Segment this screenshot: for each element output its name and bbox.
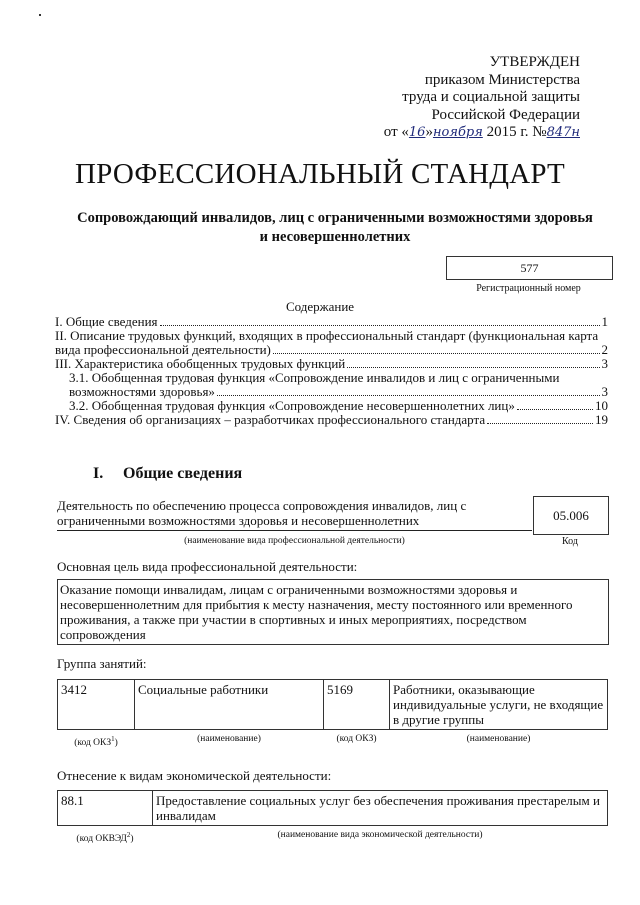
- toc-item[interactable]: [55, 357, 608, 371]
- approval-line-3: труда и социальной защиты: [402, 89, 580, 105]
- date-mid: »: [425, 124, 433, 140]
- registration-number-box: 577: [446, 256, 613, 280]
- okved-code: 88.1: [58, 791, 153, 826]
- approval-line-2: приказом Министерства: [424, 71, 580, 88]
- toc-item-text: возможностями здоровья»: [69, 384, 215, 399]
- activity-line-2: ограниченными возможностями здоровья и несовершеннолетних: [57, 513, 420, 528]
- activity-name: [57, 498, 497, 528]
- table-row: [58, 791, 608, 826]
- table-of-contents: [55, 315, 608, 427]
- caption-name-2: (наименование): [466, 734, 531, 744]
- order-number: 847н: [546, 125, 580, 140]
- toc-item-text: IV. Сведения об организациях – разработчиках профессионального стандарта: [55, 412, 486, 427]
- toc-item[interactable]: [55, 329, 608, 357]
- caption-okved-code: (код ОКВЭД$^2$): [76, 831, 134, 845]
- date-year: 2015 г. №: [486, 124, 547, 140]
- okz-code-1: 3412: [58, 680, 135, 730]
- toc-item-page: 19: [595, 412, 608, 427]
- toc-item-page: 3: [601, 384, 608, 399]
- toc-item-text: 3.2. Обобщенная трудовая функция «Сопровождение несовершеннолетних лиц»: [69, 398, 515, 413]
- toc-item[interactable]: [55, 413, 608, 427]
- toc-item-page: 2: [601, 342, 608, 357]
- caption-okz-code-2: (код ОКЗ): [336, 734, 377, 744]
- toc-item-text: 3.1. Обобщенная трудовая функция «Сопровождение инвалидов и лиц с ограниченными: [69, 370, 560, 385]
- page-title: ПРОФЕССИОНАЛЬНЫЙ СТАНДАРТ: [75, 158, 565, 190]
- date-month: ноября: [432, 125, 483, 140]
- activity-caption: (наименование вида профессиональной деятельности): [184, 536, 405, 546]
- caption-okved-name: (наименование вида экономической деятельности): [277, 830, 483, 840]
- code-caption: Код: [562, 536, 578, 547]
- approval-line-4: Российской Федерации: [431, 106, 580, 123]
- okved-name: Предоставление социальных услуг без обеспечения проживания престарелым и инвалидам: [153, 791, 608, 826]
- approval-line-1: УТВЕРЖДЕН: [489, 54, 580, 70]
- toc-item-page: 1: [601, 314, 608, 329]
- subtitle-line-1: Сопровождающий инвалидов, лиц с ограниченными возможностями здоровья: [77, 210, 593, 226]
- toc-item[interactable]: [55, 399, 608, 413]
- occupation-group-table: [57, 679, 608, 753]
- toc-item[interactable]: [55, 315, 608, 329]
- toc-item[interactable]: [55, 371, 608, 399]
- section-name: Общие сведения: [123, 465, 243, 482]
- okz-name-1: Социальные работники: [135, 680, 324, 730]
- date-day: 16: [408, 125, 426, 140]
- okz-code-2: 5169: [324, 680, 390, 730]
- caption-okz-code: (код ОКЗ$^1$): [74, 735, 118, 749]
- caption-name: (наименование): [197, 734, 261, 744]
- toc-item-page: 3: [601, 356, 608, 371]
- economic-activity-label: Отнесение к видам экономической деятельности:: [57, 768, 332, 783]
- caption-row: [58, 826, 608, 850]
- goal-label: Основная цель вида профессиональной деятельности:: [57, 559, 358, 574]
- registration-label: Регистрационный номер: [476, 283, 581, 294]
- activity-code-box: 05.006: [533, 496, 609, 535]
- section-number: I.: [93, 465, 104, 482]
- approval-date: [384, 124, 580, 142]
- caption-row: [58, 730, 608, 754]
- toc-item-text: III. Характеристика обобщенных трудовых функций: [55, 356, 346, 371]
- activity-underline: [57, 530, 532, 531]
- scan-mark: [39, 14, 41, 16]
- toc-item-text: вида профессиональной деятельности): [55, 342, 271, 357]
- subtitle-line-2: и несовершеннолетних: [259, 229, 411, 245]
- date-prefix: от «: [383, 124, 409, 140]
- toc-item-text: I. Общие сведения: [55, 314, 158, 329]
- goal-text: Оказание помощи инвалидам, лицам с ограниченными возможностями здоровья и несовершеннолетним для прибытия к месту назначения, месту постоянного или временного проживания, а также при участии в спортивных и иных мероприятиях, посредством сопровождения: [57, 579, 609, 645]
- occupation-group-label: Группа занятий:: [57, 656, 147, 671]
- okz-name-2: Работники, оказывающие индивидуальные услуги, не входящие в другие группы: [390, 680, 608, 730]
- activity-line-1: Деятельность по обеспечению процесса сопровождения инвалидов, лиц с: [57, 498, 467, 513]
- approval-block: [384, 54, 580, 142]
- table-row: [58, 680, 608, 730]
- section-title: [93, 465, 242, 483]
- standard-subtitle: [40, 209, 630, 247]
- toc-item-text: II. Описание трудовых функций, входящих в профессиональный стандарт (функциональная карта: [55, 328, 599, 343]
- economic-activity-table: [57, 790, 608, 849]
- toc-item-page: 10: [595, 398, 608, 413]
- toc-heading: Содержание: [285, 299, 355, 314]
